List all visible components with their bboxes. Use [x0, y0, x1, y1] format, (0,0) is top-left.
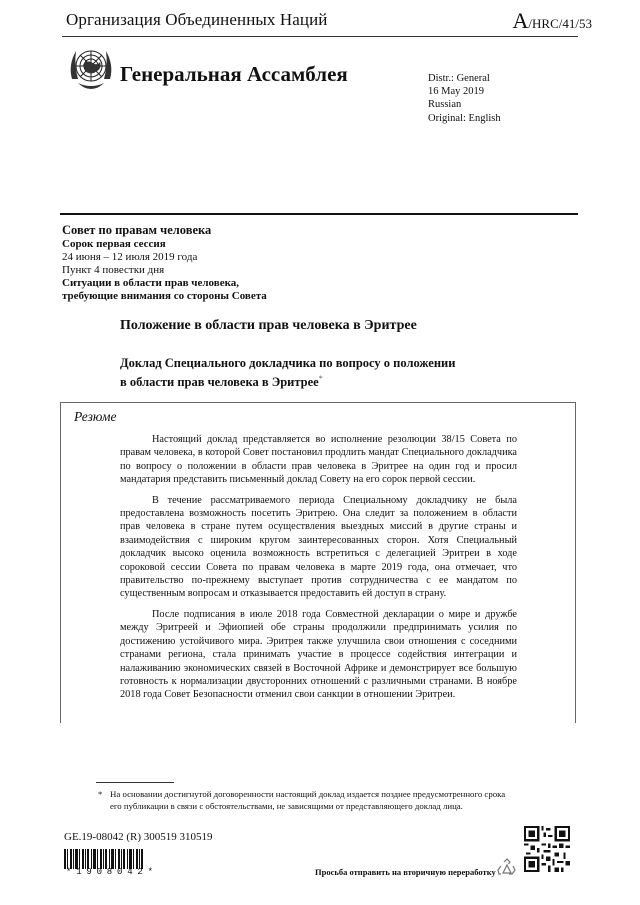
footnote-reference[interactable]: * [318, 374, 323, 383]
distribution-line: Distr.: General [428, 73, 490, 84]
organization-name: Организация Объединенных Наций [66, 10, 328, 29]
section-divider [60, 213, 578, 215]
agenda-title-line-2: требующие внимания со стороны Совета [62, 290, 267, 302]
job-number: GE.19-08042 (R) 300519 310519 [64, 831, 213, 843]
subtitle-line-2-text: в области прав человека в Эритрее [120, 375, 319, 390]
summary-paragraph: В течение рассматриваемого периода Специальному докладчику не была предоставлена возможность посетить Эритрею. Она следит за положением в области прав человека в стране путем осуществления выездных миссий в другие страны и взаимодействия с широким кругом заинтересованных сторон. Хотя Специальный докладчик высоко оценила возможность встретиться с делегацией Эритреи в ходе сороковой сессии Совета по правам человека в марте 2019 года, она отмечает, что правительство по-прежнему выступает против сотрудничества с ее мандатом по существенным вопросам и отказывается предоставить ей доступ в страну. [120, 494, 517, 600]
top-divider [62, 36, 578, 37]
symbol-prefix: A [512, 8, 529, 33]
footnote-divider [96, 782, 174, 783]
symbol-rest: /HRC/41/53 [528, 16, 592, 31]
recycle-notice: Просьба отправить на вторичную переработку [315, 867, 496, 877]
un-emblem-icon [66, 45, 116, 91]
document-subtitle [120, 356, 500, 390]
document-title: Положение в области прав человека в Эритрее [120, 318, 417, 333]
summary-text [120, 433, 517, 709]
footnote-mark: * [98, 789, 103, 799]
subtitle-line-1: Доклад Специального докладчика по вопросу о положении [120, 356, 456, 370]
session-info [62, 224, 267, 303]
session-dates: 24 июня – 12 июля 2019 года [62, 251, 198, 263]
subtitle-line-2 [120, 371, 500, 390]
summary-paragraph: Настоящий доклад представляется во исполнение резолюции 38/15 Совета по правам человека, в которой Совет постановил продлить мандат Специального докладчика по вопросу о положении в области прав человека в Эритрее на один год и просил мандатария представить письменный доклад Совету на его сорок первой сессии. [120, 434, 517, 486]
footnote [98, 788, 510, 812]
summary-paragraph: После подписания в июле 2018 года Совместной декларации о мире и дружбе между Эритреей и Эфиопией обе страны продолжили предпринимать усилия по достижению устойчивого мира. Эритрея также улучшила свои отношения с соседними странами региона, стала принимать участие в процессе содействия интеграции и налаживанию экономических связей в Восточной Африке и демонстрирует все большую готовность к нормализации двусторонних отношений с различными странами. В ноябре 2018 года Совет Безопасности отменил свои санкции в отношении Эритреи. [120, 608, 517, 701]
qr-code-icon [524, 826, 570, 872]
original-language-line: Original: English [428, 112, 501, 124]
council-name: Совет по правам человека [62, 223, 212, 237]
body-name: Генеральная Ассамблея [120, 62, 348, 86]
session-name: Сорок первая сессия [62, 238, 166, 250]
barcode-number: *1908042* [66, 867, 158, 877]
agenda-title-line-1: Ситуации в области прав человека, [62, 277, 239, 289]
recycle-icon [496, 857, 518, 879]
footnote-text: На основании достигнутой договоренности настоящий доклад издается позднее предусмотренного срока его публикации в связи с обстоятельствами, не зависящими от представляющего доклад лица. [110, 789, 506, 811]
distribution-block [428, 72, 501, 125]
document-symbol [513, 8, 592, 34]
agenda-item: Пункт 4 повестки дня [62, 264, 165, 276]
date-line: 16 May 2019 [428, 86, 484, 98]
summary-label: Резюме [74, 409, 117, 424]
barcode-icon [64, 849, 156, 869]
language-line: Russian [428, 99, 462, 111]
